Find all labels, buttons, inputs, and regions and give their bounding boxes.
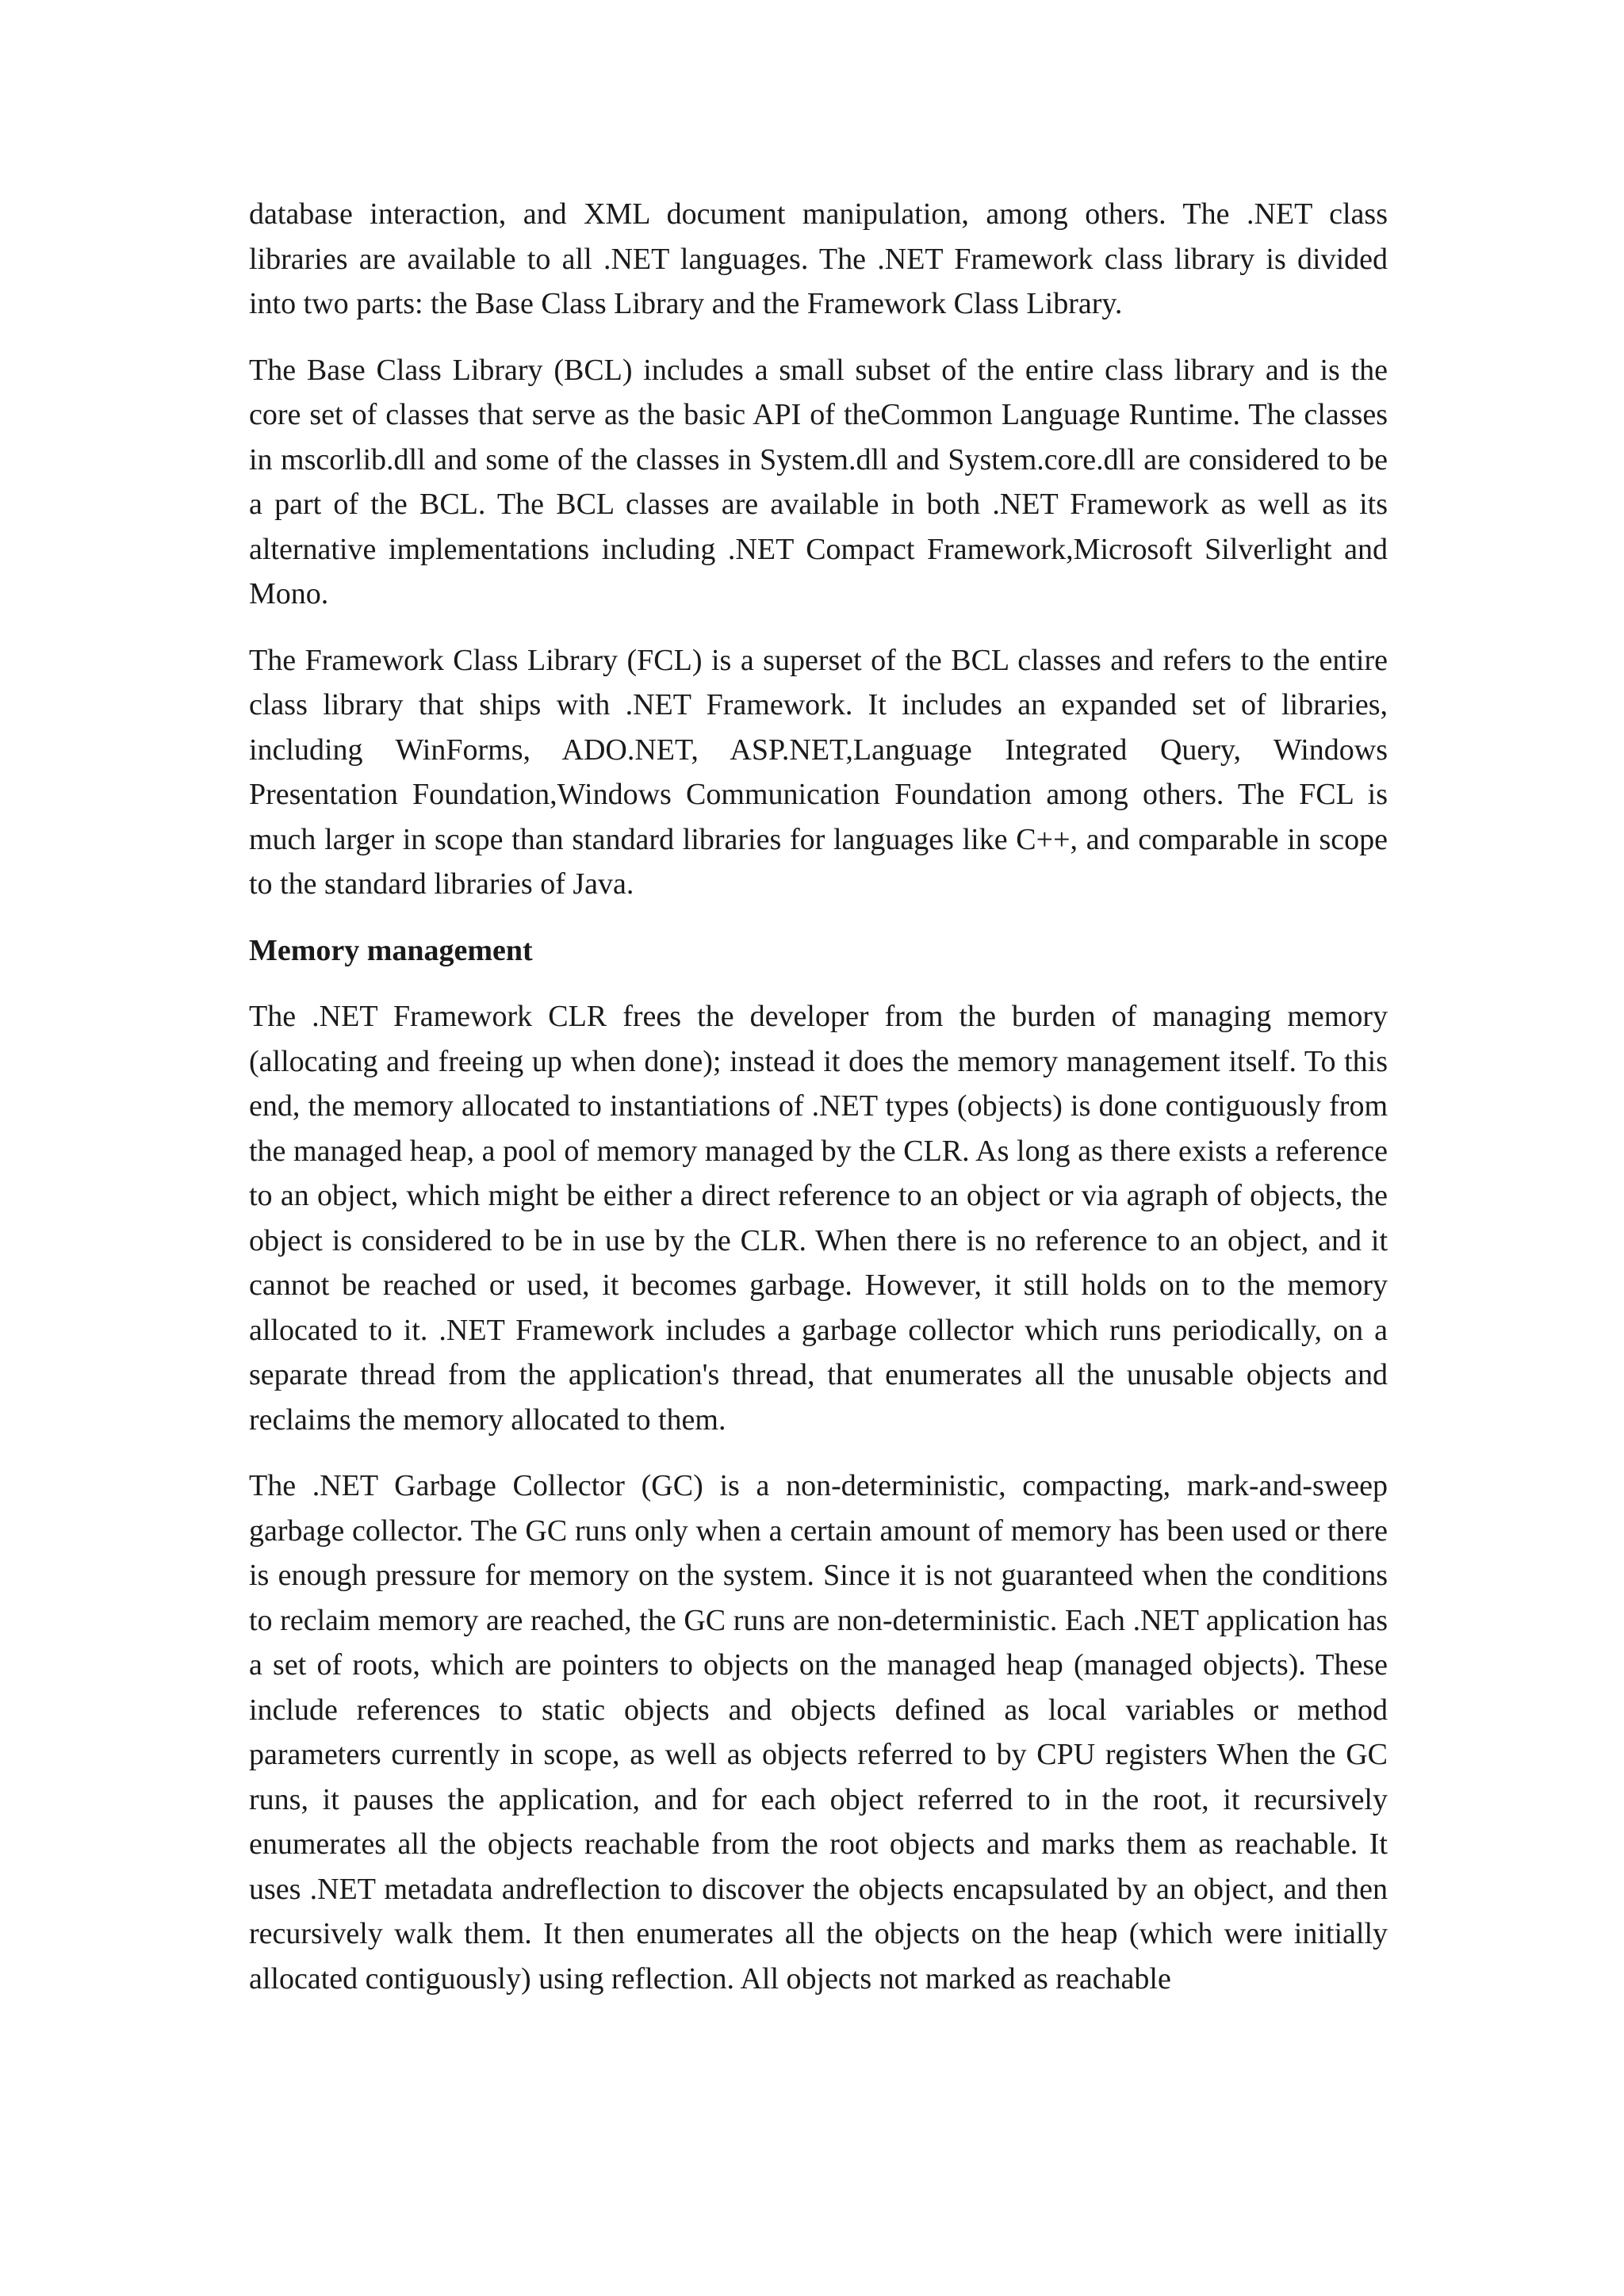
paragraph-framework-class-library: The Framework Class Library (FCL) is a superset of the BCL classes and refers to the entire class library that ships with .NET Framework. It includes an expanded set of libraries, including WinForms, ADO.NET, ASP.NET,Language Integrated Query, Windows Presentation Foundation,Windows Communication Foundation among others. The FCL is much larger in scope than standard libraries for languages like C++, and comparable in scope to the standard libraries of Java.: [249, 643, 1388, 901]
paragraph-memory-management: The .NET Framework CLR frees the developer from the burden of managing memory (allocating and freeing up when done); instead it does the memory management itself. To this end, the memory allocated to instantiations of .NET types (objects) is done contiguously from the managed heap, a pool of memory managed by the CLR. As long as there exists a reference to an object, which might be either a direct reference to an object or via agraph of objects, the object is considered to be in use by the CLR. When there is no reference to an object, and it cannot be reached or used, it becomes garbage. However, it still holds on to the memory allocated to it. .NET Framework includes a garbage collector which runs periodically, on a separate thread from the application's thread, that enumerates all the unusable objects and reclaims the memory allocated to them.: [249, 1000, 1388, 1437]
paragraph-garbage-collector: The .NET Garbage Collector (GC) is a non-deterministic, compacting, mark-and-sweep garbage collector. The GC runs only when a certain amount of memory has been used or there is enough pressure for memory on the system. Since it is not guaranteed when the conditions to reclaim memory are reached, the GC runs are non-deterministic. Each .NET application has a set of roots, which are pointers to objects on the managed heap (managed objects). These include references to static objects and objects defined as local variables or method parameters currently in scope, as well as objects referred to by CPU registers When the GC runs, it pauses the application, and for each object referred to in the root, it recursively enumerates all the objects reachable from the root objects and marks them as reachable. It uses .NET metadata andreflection to discover the objects encapsulated by an object, and then recursively walk them. It then enumerates all the objects on the heap (which were initially allocated contiguously) using reflection. All objects not marked as reachable: [249, 1469, 1388, 1996]
section-heading-memory-management: Memory management: [249, 933, 533, 967]
document-body: [249, 192, 1388, 2022]
paragraph-class-libraries: database interaction, and XML document manipulation, among others. The .NET class libraries are available to all .NET languages. The .NET Framework class library is divided into two parts: the Base Class Library and the Framework Class Library.: [249, 197, 1388, 320]
paragraph-base-class-library: The Base Class Library (BCL) includes a small subset of the entire class library and is the core set of classes that serve as the basic API of theCommon Language Runtime. The classes in mscorlib.dll and some of the classes in System.dll and System.core.dll are considered to be a part of the BCL. The BCL classes are available in both .NET Framework as well as its alternative implementations including .NET Compact Framework,Microsoft Silverlight and Mono.: [249, 353, 1388, 610]
